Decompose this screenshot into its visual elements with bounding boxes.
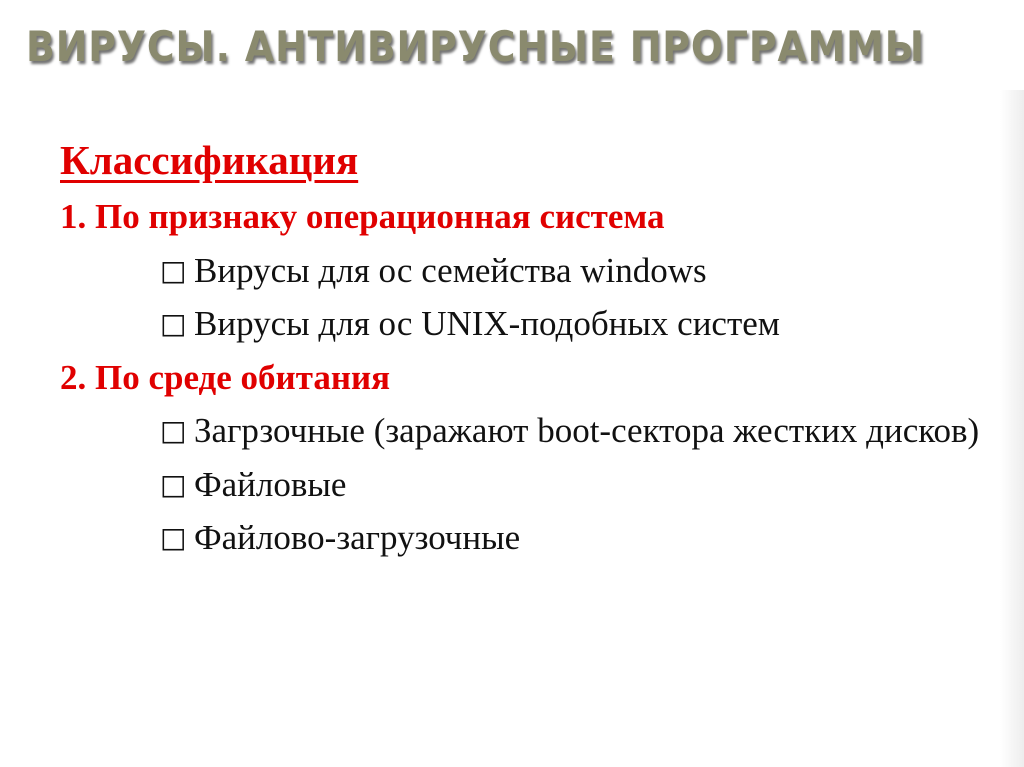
section-title-habitat: 2. По среде обитания [60,357,391,397]
checkbox-bullet-icon: □ [160,414,187,447]
list-item-text: Вирусы для ос UNIX-подобных систем [194,304,780,343]
classification-heading: Классификация [60,137,359,183]
slide-body [60,130,990,565]
list-item [60,244,990,298]
checkbox-bullet-icon: □ [160,253,187,287]
list-item [60,404,990,458]
list-item-text: Файлово-загрузочные [194,518,521,557]
checkbox-bullet-icon: □ [160,307,187,340]
list-item [60,297,990,351]
slide-title: ВИРУСЫ. АНТИВИРУСНЫЕ ПРОГРАММЫ [26,22,925,71]
list-item-text: Вирусы для ос семейства windows [194,250,707,290]
list-item [60,458,990,512]
list-item [60,511,990,565]
checkbox-bullet-icon: □ [160,521,187,554]
checkbox-bullet-icon: □ [160,467,187,501]
section-title-os: 1. По признаку операционная система [60,197,665,236]
list-item-text: Файловые [194,464,347,504]
list-item-text: Загрзочные (заражают boot-сектора жестких дисков) [194,411,980,450]
